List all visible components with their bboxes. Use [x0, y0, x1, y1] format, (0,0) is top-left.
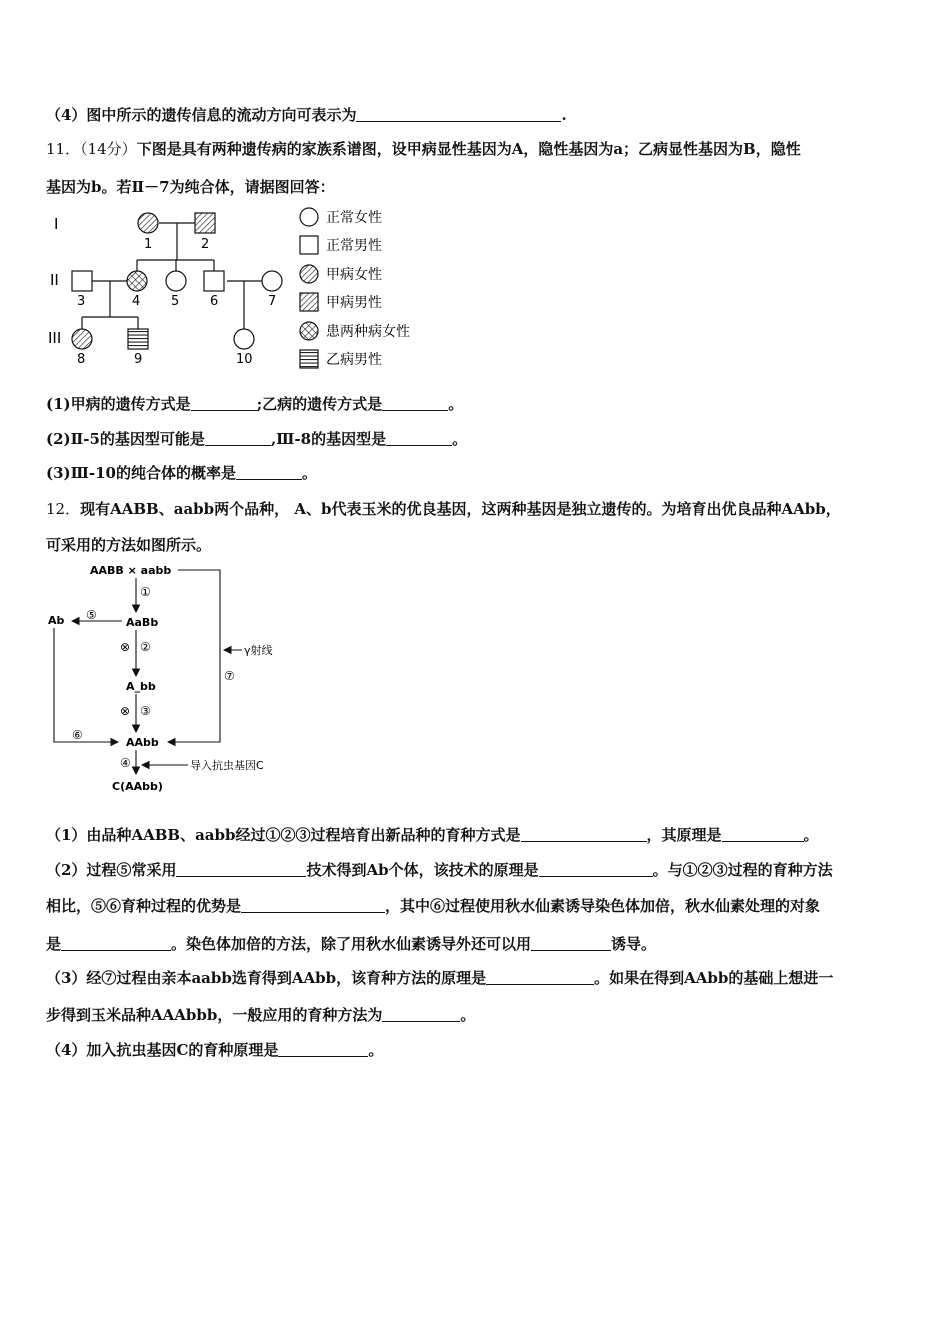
svg-text:7: 7	[268, 294, 277, 309]
svg-text:1: 1	[144, 237, 153, 252]
answer-blank[interactable]	[539, 862, 653, 877]
q12-part2-line2: 相比，⑤⑥育种过程的优势是 ，其中⑥过程使用秋水仙素诱导染色体加倍，秋水仙素处理的对象	[46, 897, 821, 915]
answer-blank[interactable]	[278, 1042, 368, 1057]
legend-b-male-icon	[300, 350, 318, 368]
individual-1	[138, 213, 158, 233]
pedigree-chart	[40, 205, 440, 375]
legend-both-female-icon	[300, 322, 318, 340]
individual-8	[72, 329, 92, 349]
individual-5	[166, 271, 186, 291]
step-1: ①	[140, 585, 151, 599]
generation-label-3: III	[48, 329, 62, 347]
legend-both-female: 患两种病女性	[326, 324, 410, 340]
self-symbol-2: ⊗	[120, 704, 131, 718]
legend-a-male: 甲病男性	[326, 295, 382, 311]
insert-gene-label: 导入抗虫基因C	[190, 759, 264, 772]
q12-part3-line2: 步得到玉米品种AAAbbb，一般应用的育种方法为 。	[46, 1006, 476, 1024]
q12-part2-line3: 是 。染色体加倍的方法，除了用秋水仙素诱导外还可以用 诱导。	[46, 935, 657, 953]
answer-blank[interactable]	[382, 1007, 460, 1022]
individual-2	[195, 213, 215, 233]
step-4: ④	[120, 756, 131, 770]
answer-blank[interactable]	[176, 862, 306, 877]
answer-blank[interactable]	[531, 936, 611, 951]
svg-text:9: 9	[134, 352, 143, 367]
individual-4	[127, 271, 147, 291]
answer-blank[interactable]	[356, 107, 561, 122]
generation-label-1: I	[54, 215, 59, 233]
answer-blank[interactable]	[386, 431, 452, 446]
individual-10	[234, 329, 254, 349]
svg-text:10: 10	[236, 352, 253, 367]
aabb-label: AaBb	[126, 616, 159, 629]
answer-blank[interactable]	[241, 898, 385, 913]
answer-blank[interactable]	[205, 431, 271, 446]
step-3: ③	[140, 704, 151, 718]
q11-sub3: (3)Ⅲ-10的纯合体的概率是 。	[46, 464, 318, 482]
svg-text:4: 4	[132, 294, 141, 309]
svg-text:5: 5	[171, 294, 180, 309]
svg-text:3: 3	[77, 294, 86, 309]
breeding-diagram	[44, 560, 304, 800]
individual-6	[204, 271, 224, 291]
step-5: ⑤	[86, 608, 97, 622]
step-2: ②	[140, 640, 151, 654]
step-6: ⑥	[72, 728, 83, 742]
legend-normal-male: 正常男性	[326, 238, 382, 254]
q12-part2-line1: （2）过程⑤常采用 技术得到Ab个体，该技术的原理是 。与①②③过程的育种方法	[46, 861, 833, 879]
legend-a-male-icon	[300, 293, 318, 311]
q12-stem-line2: 可采用的方法如图所示。	[46, 536, 212, 554]
generation-label-2: II	[50, 271, 59, 289]
legend-a-female-icon	[300, 265, 318, 283]
gamma-ray-label: γ射线	[244, 644, 273, 657]
q12-part3-line1: （3）经⑦过程由亲本aabb选育得到AAbb，该育种方法的原理是 。如果在得到AAbb的基础上想进一	[46, 969, 834, 987]
target-aabb-label: AAbb	[126, 736, 159, 749]
c-aabb-label: C(AAbb)	[112, 780, 163, 793]
legend-normal-female: 正常女性	[326, 210, 382, 226]
q11-stem-line1: 11．（14分）下图是具有两种遗传病的家族系谱图，设甲病显性基因为A，隐性基因为a；乙病显性基因为B，隐性	[46, 140, 801, 158]
step-7: ⑦	[224, 669, 235, 683]
individual-7	[262, 271, 282, 291]
answer-blank[interactable]	[486, 970, 594, 985]
q11-stem-line2: 基因为b。若Ⅱ－7为纯合体，请据图回答：	[46, 178, 335, 196]
legend-normal-male-icon	[300, 236, 318, 254]
answer-blank[interactable]	[191, 396, 257, 411]
ab-label: Ab	[48, 614, 65, 627]
self-symbol-1: ⊗	[120, 640, 131, 654]
answer-blank[interactable]	[521, 827, 647, 842]
answer-blank[interactable]	[61, 936, 171, 951]
individual-3	[72, 271, 92, 291]
answer-blank[interactable]	[722, 827, 804, 842]
legend-a-female: 甲病女性	[326, 267, 382, 283]
q12-part1: （1）由品种AABB、aabb经过①②③过程培育出新品种的育种方式是 ，其原理是 。	[46, 826, 819, 844]
answer-blank[interactable]	[236, 465, 302, 480]
legend-b-male: 乙病男性	[326, 352, 382, 368]
svg-text:2: 2	[201, 237, 210, 252]
svg-text:6: 6	[210, 294, 219, 309]
q10-part4: （4）图中所示的遗传信息的流动方向可表示为 .	[46, 106, 567, 124]
q12-part4: （4）加入抗虫基因C的育种原理是 。	[46, 1041, 384, 1059]
a-bb-label: A_bb	[126, 680, 156, 693]
q11-sub2: (2)Ⅱ-5的基因型可能是 ,Ⅲ-8的基因型是 。	[46, 430, 468, 448]
legend-normal-female-icon	[300, 208, 318, 226]
q12-stem-line1: 12．现有AABB、aabb两个品种， A、b代表玉米的优良基因，这两种基因是独立遗传的。为培育出优良品种AAbb，	[46, 500, 841, 518]
answer-blank[interactable]	[382, 396, 448, 411]
svg-text:8: 8	[77, 352, 86, 367]
parents-label: AABB × aabb	[90, 564, 172, 577]
q11-sub1: (1)甲病的遗传方式是 ;乙病的遗传方式是 。	[46, 395, 464, 413]
individual-9	[128, 329, 148, 349]
